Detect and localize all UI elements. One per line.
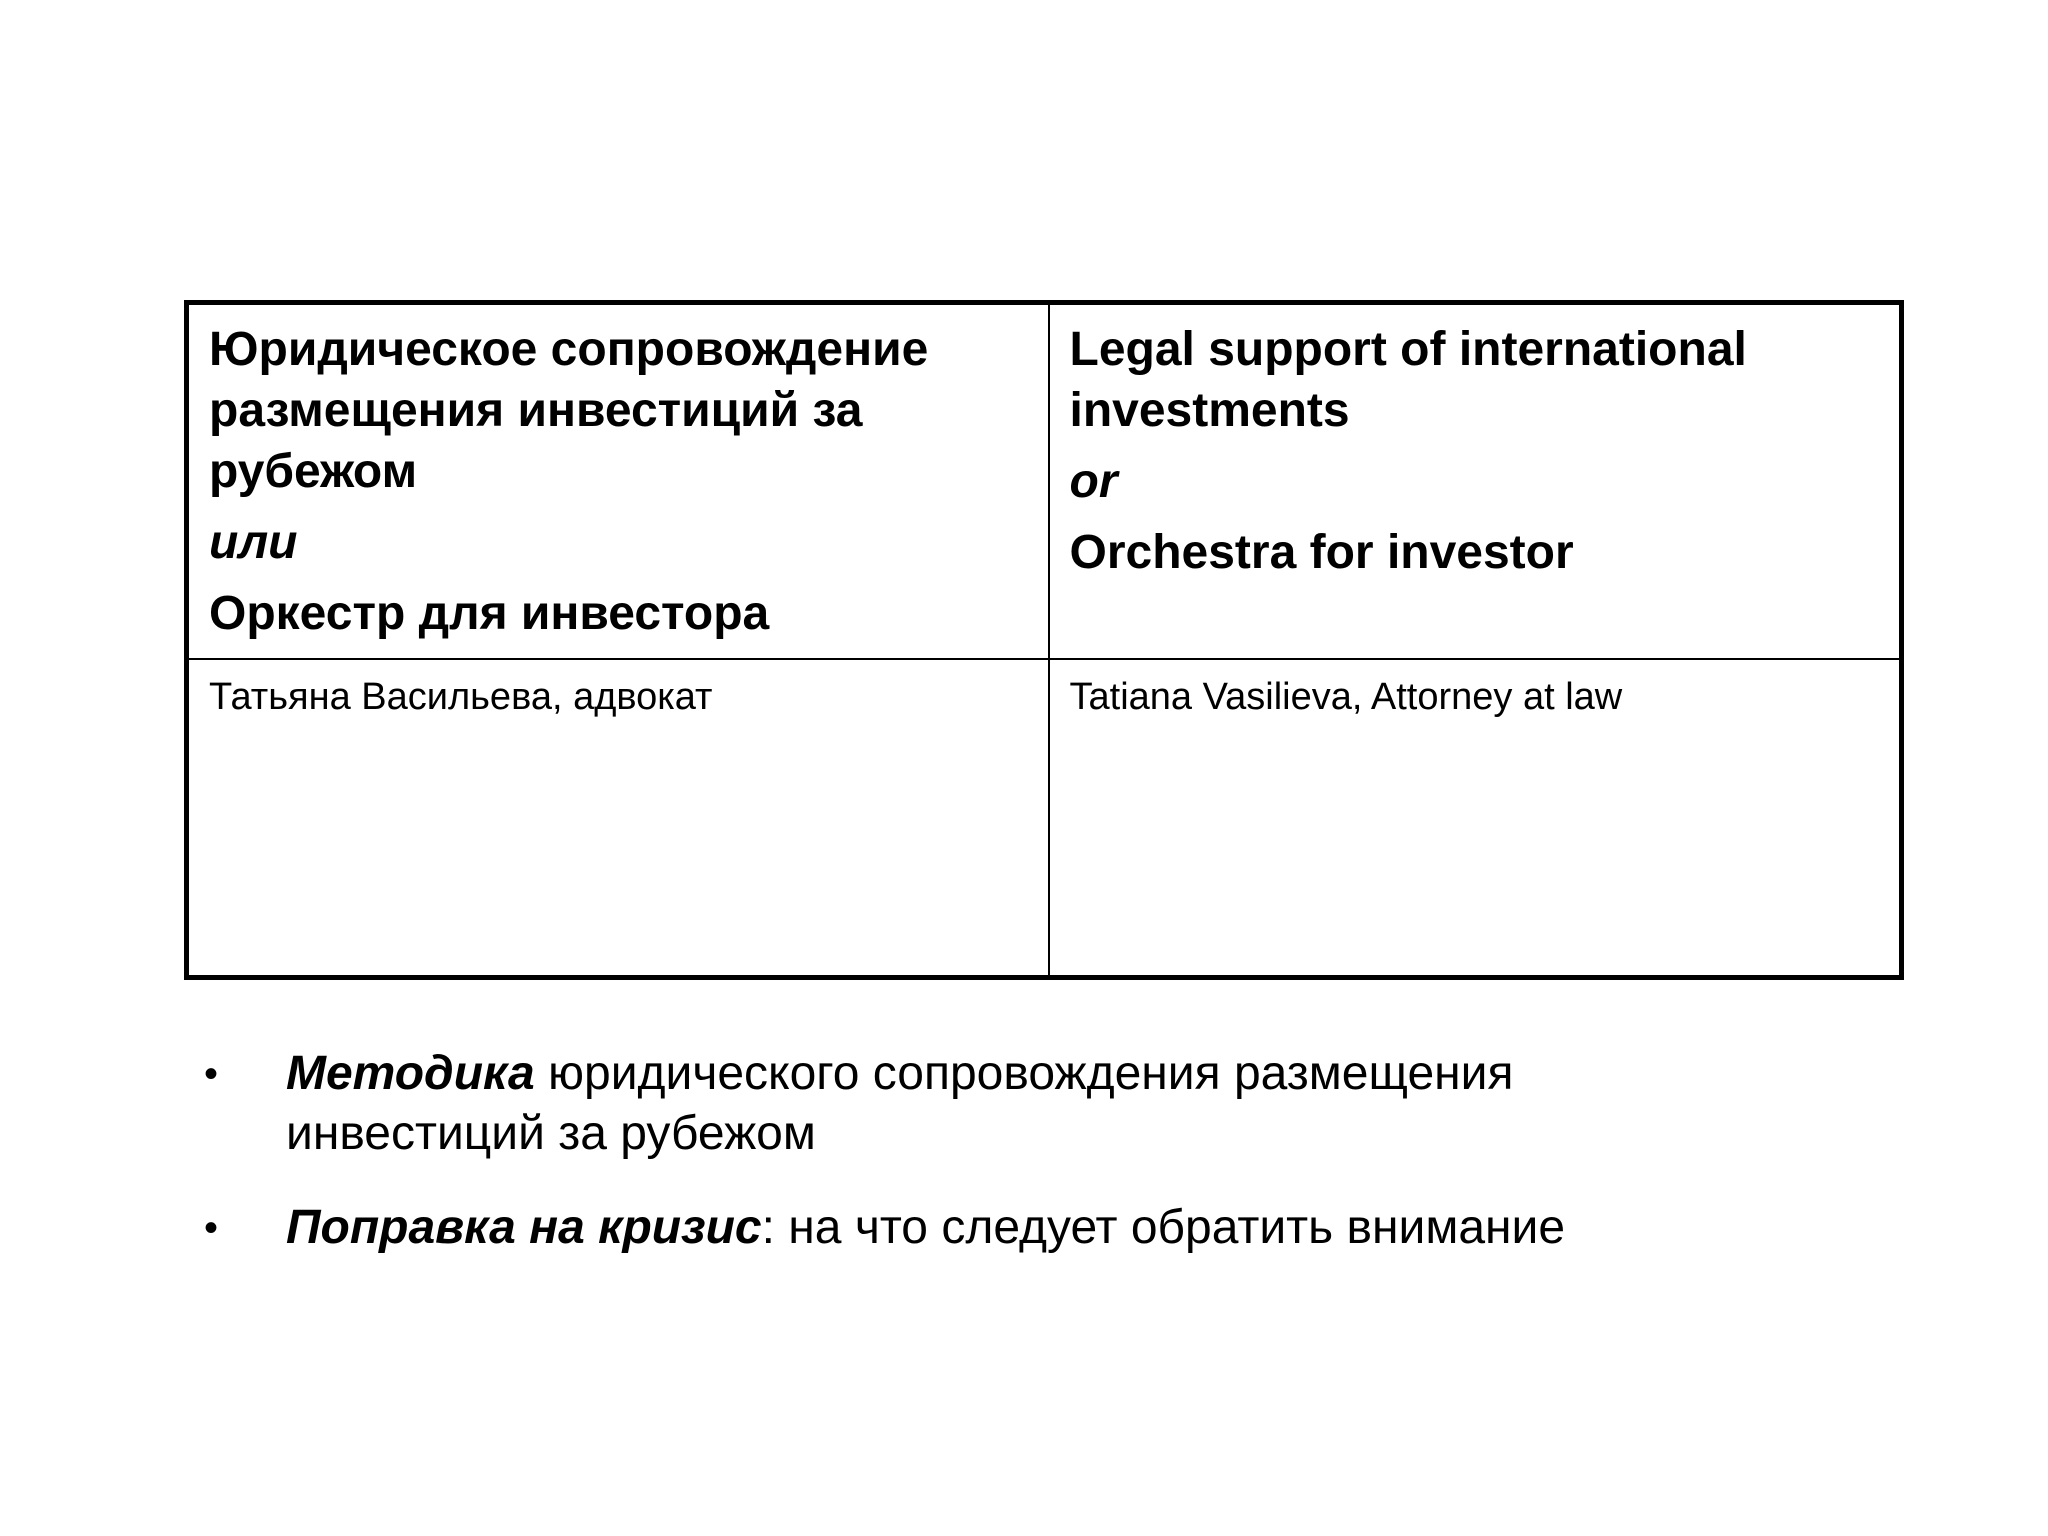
subtitle-en: Orchestra for investor — [1069, 526, 1574, 579]
author-en: Tatiana Vasilieva, Attorney at law — [1069, 675, 1623, 718]
title-ru-or: или — [209, 516, 298, 569]
title-ru-line-3: рубежом — [209, 445, 418, 498]
title-en-line-1: Legal support of international — [1069, 323, 1747, 376]
bullet-item-crisis — [200, 1198, 1900, 1258]
author-ru: Татьяна Васильева, адвокат — [209, 675, 713, 718]
bullet-item-methodology — [200, 1044, 1900, 1164]
bullet-marker: • — [204, 1206, 219, 1250]
title-en-or: or — [1069, 455, 1118, 508]
title-ru-line-2: размещения инвестиций за — [209, 384, 863, 437]
subtitle-ru: Оркестр для инвестора — [209, 587, 770, 640]
bullet-emphasis-methodology: Методика — [286, 1047, 535, 1100]
title-table — [184, 300, 1904, 980]
title-cell-en — [1049, 303, 1902, 659]
title-cell-ru — [187, 303, 1049, 659]
title-row — [187, 303, 1902, 659]
bullet-text-methodology-line-2: инвестиций за рубежом — [286, 1107, 816, 1160]
title-ru-line-1: Юридическое сопровождение — [209, 323, 929, 376]
title-en-line-2: investments — [1069, 384, 1350, 437]
bullet-marker: • — [204, 1052, 219, 1096]
bullet-text-crisis: : на что следует обратить внимание — [761, 1201, 1566, 1254]
bullet-text-methodology-line-1: юридического сопровождения размещения — [534, 1047, 1514, 1100]
author-row — [187, 659, 1902, 978]
author-cell-en — [1049, 659, 1902, 978]
author-cell-ru — [187, 659, 1049, 978]
bullet-emphasis-crisis: Поправка на кризис — [286, 1201, 762, 1254]
bullet-list — [200, 1044, 1900, 1292]
